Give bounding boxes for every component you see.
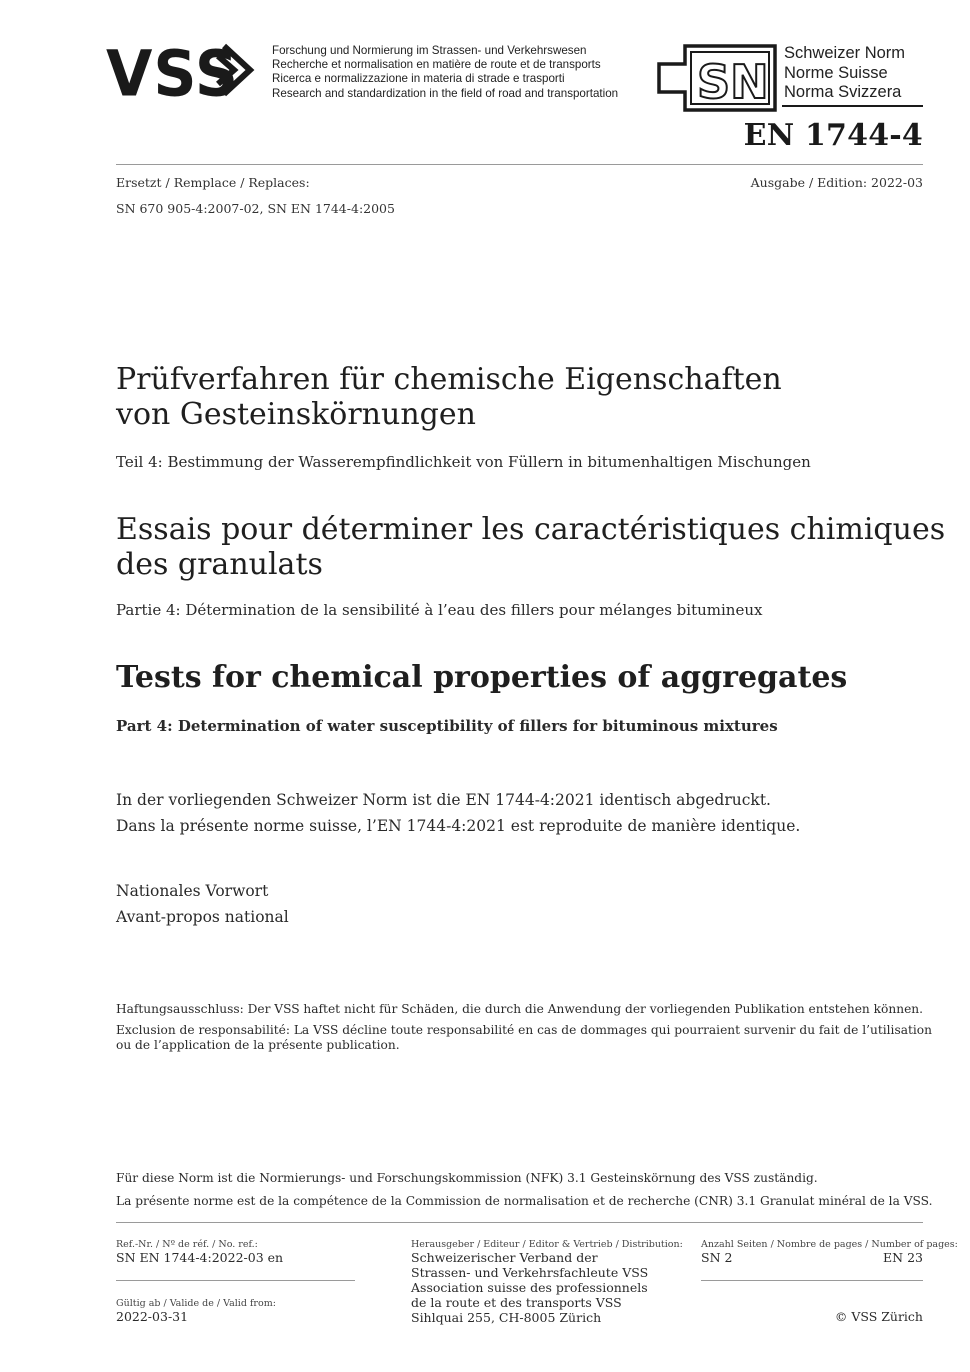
title-fr	[116, 512, 945, 582]
publisher-address	[411, 1250, 648, 1325]
ref-divider	[116, 1280, 355, 1281]
sn-line-fr: Norme Suisse	[784, 63, 888, 82]
committee-de: Für diese Norm ist die Normierungs- und Forschungskommission (NFK) 3.1 Gesteinskörnung des VSS zuständig.	[116, 1171, 818, 1185]
ref-label: Ref.-Nr. / Nº de réf. / No. ref.:	[116, 1239, 258, 1250]
footer-divider	[116, 1222, 923, 1223]
valid-value: 2022-03-31	[116, 1309, 189, 1324]
title-fr-line2: des granulats	[116, 547, 323, 582]
publisher-line: de la route et des transports VSS	[411, 1295, 622, 1310]
pages-divider	[701, 1280, 923, 1281]
publisher-line: Association suisse des professionnels	[411, 1280, 648, 1295]
title-de	[116, 362, 782, 432]
sn-logo	[657, 44, 779, 112]
vss-tagline-en: Research and standardization in the field of road and transportation	[272, 86, 619, 100]
copyright: © VSS Zürich	[834, 1309, 923, 1324]
sn-line-de: Schweizer Norm	[784, 44, 906, 62]
valid-label: Gültig ab / Valide de / Valid from:	[116, 1298, 276, 1309]
edition: Ausgabe / Edition: 2022-03	[750, 175, 923, 190]
vss-tagline	[272, 44, 618, 101]
title-de-line2: von Gesteinskörnungen	[116, 397, 476, 432]
disclaimer-de: Haftungsausschluss: Der VSS haftet nicht für Schäden, die durch die Anwendung der vorliegenden Publikation entstehen können.	[116, 1002, 924, 1016]
disclaimer-fr-line2: ou de l’application de la présente publication.	[116, 1037, 400, 1052]
disclaimer-fr	[116, 1023, 932, 1052]
subtitle-de: Teil 4: Bestimmung der Wasserempfindlichkeit von Füllern in bitumenhaltigen Mischungen	[116, 453, 811, 471]
ref-value: SN EN 1744-4:2022-03 en	[116, 1250, 284, 1265]
title-en: Tests for chemical properties of aggregates	[116, 660, 848, 695]
standard-number: EN 1744-4	[743, 118, 923, 153]
identical-note-fr: Dans la présente norme suisse, l’EN 1744-4:2021 est reproduite de manière identique.	[116, 817, 801, 835]
replaces-label: Ersetzt / Remplace / Replaces:	[116, 175, 310, 190]
vss-logo	[106, 40, 264, 100]
subtitle-en: Part 4: Determination of water susceptibility of fillers for bituminous mixtures	[116, 717, 778, 735]
publisher-line: Strassen- und Verkehrsfachleute VSS	[411, 1265, 649, 1280]
foreword-de: Nationales Vorwort	[116, 882, 269, 900]
sn-logo-text: SN	[697, 55, 769, 109]
vss-tagline-fr: Recherche et normalisation en matière de route et de transports	[272, 58, 601, 72]
pages-label: Anzahl Seiten / Nombre de pages / Number of pages:	[701, 1239, 958, 1250]
disclaimer-fr-line1: Exclusion de responsabilité: La VSS décline toute responsabilité en cas de dommages qui pourraient survenir du fait de l’utilisation	[116, 1023, 932, 1037]
vss-logo-text: VSS	[106, 40, 240, 100]
foreword-fr: Avant-propos national	[116, 908, 289, 926]
title-fr-line1: Essais pour déterminer les caractéristiques chimiques	[116, 512, 946, 547]
identical-note-de: In der vorliegenden Schweizer Norm ist die EN 1744-4:2021 identisch abgedruckt.	[116, 791, 771, 809]
pages-en: EN 23	[883, 1250, 923, 1265]
subtitle-fr: Partie 4: Détermination de la sensibilité à l’eau des fillers pour mélanges bitumineux	[116, 601, 763, 619]
title-de-line1: Prüfverfahren für chemische Eigenschaften	[116, 362, 782, 397]
header-divider	[116, 164, 923, 165]
pages-sn: SN 2	[701, 1250, 733, 1265]
vss-tagline-de: Forschung und Normierung im Strassen- und Verkehrswesen	[272, 44, 587, 57]
replaces-value: SN 670 905-4:2007-02, SN EN 1744-4:2005	[116, 201, 395, 216]
publisher-label: Herausgeber / Editeur / Editor & Vertrieb / Distribution:	[411, 1239, 683, 1250]
sn-line-it: Norma Svizzera	[784, 83, 902, 101]
publisher-line: Schweizerischer Verband der	[411, 1250, 598, 1265]
swiss-norm-label	[784, 44, 905, 103]
committee-fr: La présente norme est de la compétence de la Commission de normalisation et de recherche (CNR) 3.1 Granulat minéral de la VSS.	[116, 1194, 933, 1208]
sn-underline	[782, 105, 923, 107]
publisher-line: Sihlquai 255, CH-8005 Zürich	[411, 1310, 602, 1325]
vss-tagline-it: Ricerca e normalizzazione in materia di strade e trasporti	[272, 72, 565, 86]
